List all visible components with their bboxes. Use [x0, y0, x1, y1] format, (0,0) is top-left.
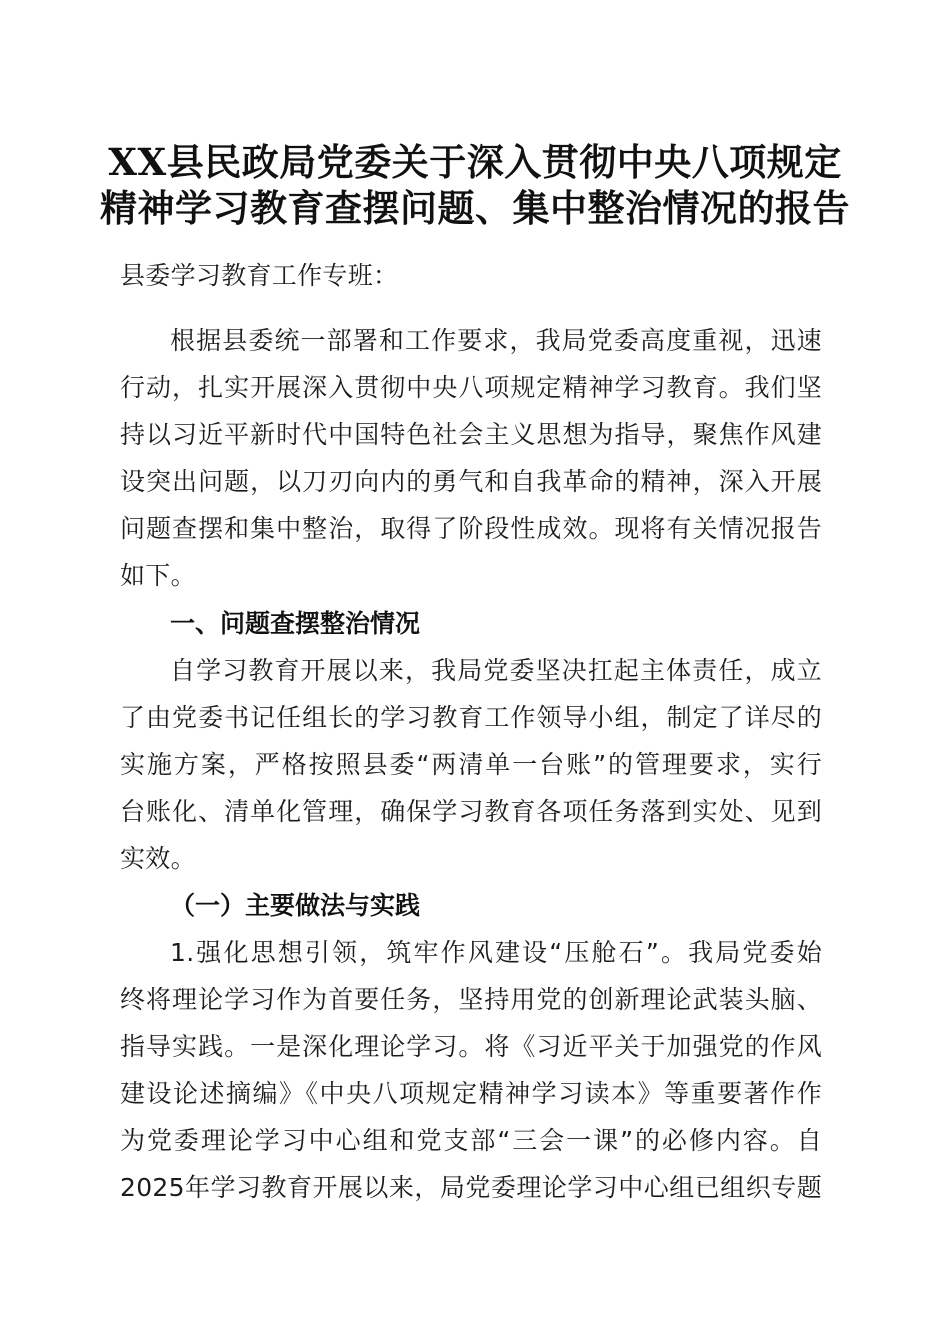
subsection-line: 指导实践。一是深化理论学习。将《习近平关于加强党的作风 [120, 1032, 822, 1061]
section-line: 台账化、清单化管理，确保学习教育各项任务落到实处、见到 [120, 797, 822, 826]
salutation: 县委学习教育工作专班： [120, 261, 399, 290]
document-title-line-1: XX县民政局党委关于深入贯彻中央八项规定 [108, 140, 842, 184]
subsection-line: 终将理论学习作为首要任务，坚持用党的创新理论武装头脑、 [120, 985, 822, 1014]
intro-line: 持以习近平新时代中国特色社会主义思想为指导，聚焦作风建 [120, 420, 822, 449]
subsection-heading: （一）主要做法与实践 [170, 891, 421, 920]
subsection-line: 2025年学习教育开展以来，局党委理论学习中心组已组织专题 [120, 1173, 822, 1202]
intro-line: 问题查摆和集中整治，取得了阶段性成效。现将有关情况报告 [120, 514, 822, 543]
intro-line: 设突出问题，以刀刃向内的勇气和自我革命的精神，深入开展 [120, 467, 822, 496]
intro-line: 如下。 [120, 561, 196, 590]
subsection-line: 建设论述摘编》《中央八项规定精神学习读本》等重要著作作 [120, 1079, 822, 1108]
intro-line: 根据县委统一部署和工作要求，我局党委高度重视，迅速 [170, 326, 822, 355]
section-line: 自学习教育开展以来，我局党委坚决扛起主体责任，成立 [170, 656, 822, 685]
intro-line: 行动，扎实开展深入贯彻中央八项规定精神学习教育。我们坚 [120, 373, 822, 402]
subsection-line: 1.强化思想引领，筑牢作风建设“压舱石”。我局党委始 [170, 938, 822, 967]
section-line: 实施方案，严格按照县委“两清单一台账”的管理要求，实行 [120, 750, 822, 779]
section-line: 了由党委书记任组长的学习教育工作领导小组，制定了详尽的 [120, 703, 822, 732]
subsection-line: 为党委理论学习中心组和党支部“三会一课”的必修内容。自 [120, 1126, 822, 1155]
section-heading: 一、问题查摆整治情况 [170, 609, 421, 638]
section-line: 实效。 [120, 844, 196, 873]
document-title-line-2: 精神学习教育查摆问题、集中整治情况的报告 [100, 186, 850, 230]
